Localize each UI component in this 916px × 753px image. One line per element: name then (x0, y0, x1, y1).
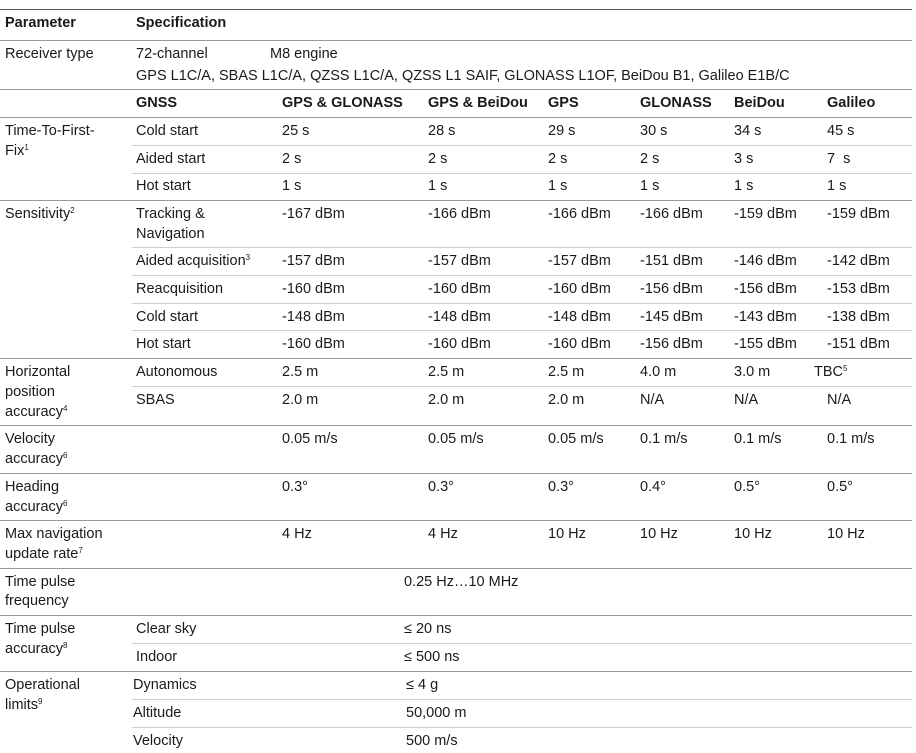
cell: -159 dBm (734, 206, 797, 222)
cell: 0.5° (734, 479, 760, 495)
max-nav-rate-label-text: update rate (5, 546, 79, 562)
cell: -148 dBm (548, 309, 611, 325)
subrow-rule (132, 330, 912, 331)
horizontal-accuracy-label-cont (5, 402, 67, 422)
subrow-rule (132, 386, 912, 387)
subrow-rule (132, 643, 912, 644)
cell: 2 s (282, 151, 302, 167)
time-pulse-frequency-label: Time pulse (5, 574, 76, 590)
table-top-rule (0, 9, 912, 10)
operational-limits-label: Operational (5, 677, 80, 693)
cell: 2.0 m (428, 392, 465, 408)
receiver-engine: M8 engine (270, 46, 338, 62)
col-header-gps: GPS (548, 95, 579, 111)
heading-accuracy-label: Heading (5, 479, 60, 495)
velocity-accuracy-label: Velocity (5, 431, 55, 447)
subrow-rule (132, 699, 912, 700)
subrow-rule (132, 275, 912, 276)
cell: 10 Hz (734, 526, 772, 542)
cell: -142 dBm (827, 253, 890, 269)
time-pulse-accuracy-label: Time pulse (5, 621, 76, 637)
receiver-signals: GPS L1C/A, SBAS L1C/A, QZSS L1C/A, QZSS L1 SAIF, GLONASS L1OF, BeiDou B1, Galileo E1B/C (136, 68, 790, 84)
cell: -143 dBm (734, 309, 797, 325)
cell: ≤ 500 ns (404, 649, 460, 665)
footnote-ref: 6 (63, 451, 68, 460)
row-label: Cold start (136, 309, 199, 325)
cell: 0.05 m/s (282, 431, 338, 447)
horizontal-accuracy-label-cont: position (5, 384, 55, 400)
row-rule (0, 615, 912, 616)
cell: 2 s (428, 151, 448, 167)
cell: 500 m/s (406, 733, 458, 749)
row-rule (0, 473, 912, 474)
cell: -155 dBm (734, 336, 797, 352)
col-header-gps-beidou: GPS & BeiDou (428, 95, 528, 111)
cell: 29 s (548, 123, 576, 139)
time-pulse-frequency-label-cont: frequency (5, 593, 69, 609)
cell: 4 Hz (282, 526, 312, 542)
cell: -167 dBm (282, 206, 345, 222)
heading-accuracy-label-cont (5, 497, 67, 517)
row-rule (0, 358, 912, 359)
row-label: Indoor (136, 649, 178, 665)
cell: ≤ 4 g (406, 677, 439, 693)
cell: -159 dBm (827, 206, 890, 222)
cell: N/A (640, 392, 665, 408)
velocity-accuracy-label-text: accuracy (5, 451, 64, 467)
cell: -160 dBm (282, 336, 345, 352)
cell: -151 dBm (827, 336, 890, 352)
cell: -166 dBm (428, 206, 491, 222)
row-label: SBAS (136, 392, 175, 408)
cell: -160 dBm (428, 336, 491, 352)
velocity-accuracy-label-cont (5, 449, 67, 469)
footnote-ref: 4 (63, 404, 68, 413)
sensitivity-label-text: Sensitivity (5, 206, 71, 222)
horizontal-accuracy-label: Horizontal (5, 364, 71, 380)
row-label: Dynamics (133, 677, 197, 693)
cell: N/A (734, 392, 759, 408)
cell: 2.5 m (282, 364, 319, 380)
ttff-label-cont (5, 141, 29, 161)
receiver-channels: 72-channel (136, 46, 208, 62)
col-header-gps-glonass: GPS & GLONASS (282, 95, 403, 111)
cell: -156 dBm (640, 336, 703, 352)
subrow-rule (132, 303, 912, 304)
cell: 2.0 m (548, 392, 585, 408)
subrow-rule (132, 727, 912, 728)
footnote-ref: 6 (63, 499, 68, 508)
cell: 45 s (827, 123, 855, 139)
header-specification: Specification (136, 15, 227, 31)
cell: 10 Hz (640, 526, 678, 542)
cell: -160 dBm (428, 281, 491, 297)
subrow-rule (132, 247, 912, 248)
cell: 0.3° (548, 479, 574, 495)
cell: 10 Hz (827, 526, 865, 542)
cell: -151 dBm (640, 253, 703, 269)
col-header-glonass: GLONASS (640, 95, 712, 111)
cell: -148 dBm (428, 309, 491, 325)
row-rule (0, 520, 912, 521)
cell: 0.1 m/s (640, 431, 688, 447)
cell: 28 s (428, 123, 456, 139)
footnote-ref: 5 (843, 364, 848, 373)
row-rule (0, 425, 912, 426)
row-label: Velocity (133, 733, 183, 749)
row-label: Cold start (136, 123, 199, 139)
cell: -157 dBm (282, 253, 345, 269)
row-rule (0, 40, 912, 41)
row-label-cont: Navigation (136, 226, 205, 242)
cell: -153 dBm (827, 281, 890, 297)
cell: 30 s (640, 123, 668, 139)
operational-limits-label-cont (5, 695, 42, 715)
cell: 3.0 m (734, 364, 771, 380)
cell: 2.5 m (428, 364, 465, 380)
cell: N/A (827, 392, 852, 408)
cell: 4 Hz (428, 526, 458, 542)
row-label: Clear sky (136, 621, 197, 637)
row-label: Aided start (136, 151, 206, 167)
footnote-ref: 7 (78, 546, 83, 555)
cell: -146 dBm (734, 253, 797, 269)
cell: 2.5 m (548, 364, 585, 380)
cell: 1 s (734, 178, 754, 194)
cell: -156 dBm (640, 281, 703, 297)
row-label: Autonomous (136, 364, 218, 380)
ttff-label: Time-To-First- (5, 123, 95, 139)
col-header-galileo: Galileo (827, 95, 876, 111)
heading-accuracy-label-text: accuracy (5, 499, 64, 515)
time-pulse-accuracy-label-cont (5, 639, 67, 659)
subrow-rule (132, 145, 912, 146)
cell: 7 s (827, 151, 851, 167)
row-rule (0, 568, 912, 569)
cell (814, 362, 847, 382)
header-parameter: Parameter (5, 15, 76, 31)
footnote-ref: 8 (63, 641, 68, 650)
row-rule (0, 671, 912, 672)
sensitivity-label (5, 204, 75, 224)
horizontal-accuracy-label-text: accuracy (5, 404, 64, 420)
cell: 25 s (282, 123, 310, 139)
cell: 3 s (734, 151, 754, 167)
footnote-ref: 3 (245, 253, 251, 262)
cell: 1 s (282, 178, 302, 194)
cell: -138 dBm (827, 309, 890, 325)
footnote-ref: 2 (70, 206, 75, 215)
cell: 0.1 m/s (827, 431, 875, 447)
time-pulse-accuracy-label-text: accuracy (5, 641, 64, 657)
row-label: Reacquisition (136, 281, 224, 297)
footnote-ref: 9 (38, 697, 43, 706)
cell: 0.4° (640, 479, 666, 495)
row-label: Hot start (136, 336, 191, 352)
subrow-rule (132, 173, 912, 174)
row-label (136, 251, 250, 271)
cell: 10 Hz (548, 526, 586, 542)
ttff-label-text: Fix (5, 143, 25, 159)
cell: -145 dBm (640, 309, 703, 325)
cell: 1 s (640, 178, 660, 194)
row-rule (0, 200, 912, 201)
cell: -157 dBm (548, 253, 611, 269)
cell: 0.5° (827, 479, 853, 495)
gnss-col-header: GNSS (136, 95, 178, 111)
cell: 1 s (548, 178, 568, 194)
cell: -148 dBm (282, 309, 345, 325)
col-header-beidou: BeiDou (734, 95, 785, 111)
cell: 2 s (548, 151, 568, 167)
cell: -160 dBm (548, 336, 611, 352)
cell: -166 dBm (548, 206, 611, 222)
cell: 0.05 m/s (428, 431, 484, 447)
cell: -156 dBm (734, 281, 797, 297)
cell: 50,000 m (406, 705, 467, 721)
cell: 0.05 m/s (548, 431, 604, 447)
row-label: Tracking & (136, 206, 205, 222)
row-label: Altitude (133, 705, 182, 721)
cell: 0.3° (428, 479, 454, 495)
cell: 0.3° (282, 479, 308, 495)
cell: 2 s (640, 151, 660, 167)
operational-limits-label-text: limits (5, 697, 39, 713)
cell: -166 dBm (640, 206, 703, 222)
row-label: Hot start (136, 178, 191, 194)
cell: ≤ 20 ns (404, 621, 452, 637)
max-nav-rate-label-cont (5, 544, 83, 564)
cell: 2.0 m (282, 392, 319, 408)
max-nav-rate-label: Max navigation (5, 526, 103, 542)
cell: -160 dBm (282, 281, 345, 297)
cell-text: TBC (814, 364, 843, 380)
cell: 34 s (734, 123, 762, 139)
row-rule (0, 89, 912, 90)
receiver-type-label: Receiver type (5, 46, 94, 62)
cell: 0.1 m/s (734, 431, 782, 447)
row-rule (0, 117, 912, 118)
footnote-ref: 1 (24, 143, 29, 152)
cell: -160 dBm (548, 281, 611, 297)
cell: -157 dBm (428, 253, 491, 269)
cell: 4.0 m (640, 364, 677, 380)
cell: 1 s (827, 178, 847, 194)
cell: 1 s (428, 178, 448, 194)
cell: 0.25 Hz…10 MHz (404, 574, 519, 590)
row-label-text: Aided acquisition (136, 253, 246, 269)
